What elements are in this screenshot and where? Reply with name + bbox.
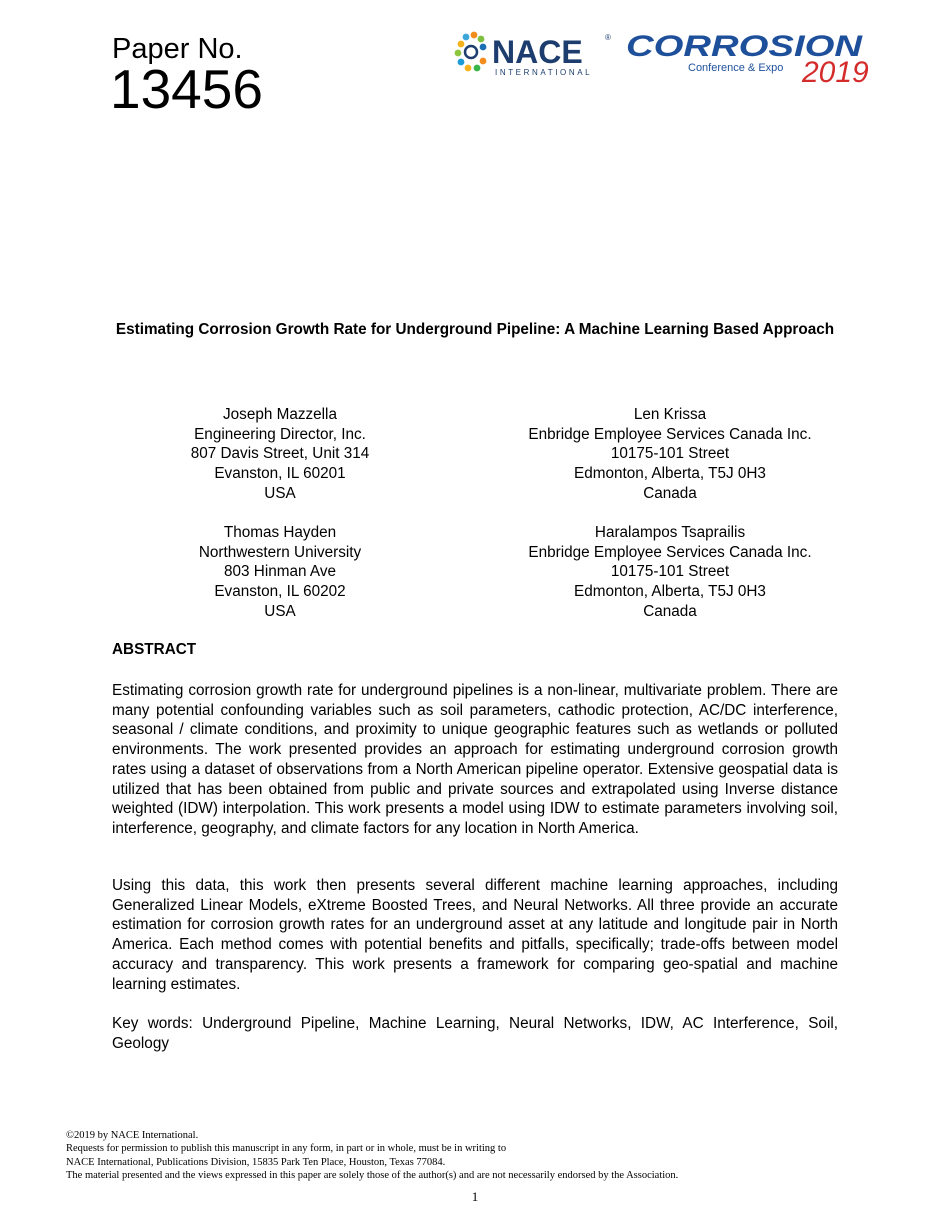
author-country: Canada bbox=[643, 602, 697, 620]
footer-line: NACE International, Publications Division, 15835 Park Ten Place, Houston, Texas 77084. bbox=[66, 1156, 446, 1168]
registered-mark: ® bbox=[605, 33, 611, 42]
author-name: Len Krissa bbox=[633, 406, 707, 423]
author-block bbox=[130, 405, 430, 504]
paper-number: 13456 bbox=[110, 58, 263, 120]
author-city: Edmonton, Alberta, T5J 0H3 bbox=[574, 583, 766, 601]
footer-line: Requests for permission to publish this manuscript in any form, in part or in whole, must be in writing to bbox=[66, 1143, 507, 1155]
page-number: 1 bbox=[471, 1189, 479, 1204]
author-country: Canada bbox=[643, 484, 697, 502]
abstract-heading: ABSTRACT bbox=[112, 641, 197, 658]
author-block bbox=[470, 523, 870, 622]
author-block bbox=[470, 405, 870, 504]
author-address: 10175-101 Street bbox=[610, 563, 730, 581]
corrosion-year: 2019 bbox=[802, 56, 869, 86]
author-country: USA bbox=[264, 602, 296, 620]
author-city: Edmonton, Alberta, T5J 0H3 bbox=[574, 465, 766, 483]
author-affiliation: Engineering Director, Inc. bbox=[194, 425, 366, 443]
abstract-paragraph: Estimating corrosion growth rate for underground pipelines is a non-linear, multivariate problem. There are many potential confounding variables such as soil parameters, cathodic protection, AC/DC interference, seasonal / climate conditions, and proximity to unique geographic features such as wetlands or polluted environments. The work presented provides an approach for estimating underground corrosion growth rates using a dataset of observations from a North American pipeline operator. Extensive geospatial data is utilized that has been obtained from public and private sources and extrapolated using Inverse distance weighted (IDW) interpolation. This work presents a model using IDW to estimate parameters involving soil, interference, geography, and climate factors for any location in North America. bbox=[112, 682, 838, 837]
author-name: Thomas Hayden bbox=[223, 524, 337, 541]
abstract-paragraph: Using this data, this work then presents several different machine learning approaches, including Generalized Linear Models, eXtreme Boosted Trees, and Neural Networks. All three provide an accurate estimation for corrosion growth rates for an underground asset at any latitude and longitude pair in North America. Each method comes with potential benefits and pitfalls, specifically; trade-offs between model accuracy and transparency. This work presents a framework for comparing geo-spatial and machine learning estimates. bbox=[112, 877, 838, 993]
corrosion-2019-logo bbox=[624, 30, 884, 86]
author-name: Haralampos Tsaprailis bbox=[594, 524, 746, 541]
author-name: Joseph Mazzella bbox=[223, 406, 337, 423]
nace-logo bbox=[452, 30, 622, 80]
footer-line: ©2019 by NACE International. bbox=[66, 1130, 199, 1141]
author-block bbox=[130, 523, 430, 622]
author-affiliation: Enbridge Employee Services Canada Inc. bbox=[528, 425, 812, 443]
author-address: 10175-101 Street bbox=[610, 445, 730, 463]
nace-globe-icon bbox=[455, 32, 487, 72]
footer-line: The material presented and the views expressed in this paper are solely those of the author(s) and are not necessarily endorsed by the Association. bbox=[66, 1169, 679, 1181]
copyright-footer bbox=[66, 1129, 896, 1182]
author-city: Evanston, IL 60201 bbox=[214, 465, 346, 483]
author-country: USA bbox=[264, 484, 296, 502]
nace-wordmark: NACE bbox=[492, 34, 583, 70]
author-city: Evanston, IL 60202 bbox=[214, 583, 346, 601]
author-address: 807 Davis Street, Unit 314 bbox=[190, 445, 370, 463]
paper-number-label: Paper No. bbox=[112, 33, 243, 65]
nace-subtitle: INTERNATIONAL bbox=[495, 68, 593, 77]
keywords-paragraph: Key words: Underground Pipeline, Machine Learning, Neural Networks, IDW, AC Interference, Soil, Geology bbox=[112, 1015, 838, 1052]
author-address: 803 Hinman Ave bbox=[224, 563, 336, 581]
corrosion-wordmark: CORROSION bbox=[626, 30, 864, 63]
paper-title: Estimating Corrosion Growth Rate for Underground Pipeline: A Machine Learning Based Approach bbox=[115, 321, 835, 338]
corrosion-subtitle: Conference & Expo bbox=[688, 62, 784, 74]
author-affiliation: Northwestern University bbox=[198, 543, 362, 561]
author-affiliation: Enbridge Employee Services Canada Inc. bbox=[528, 543, 812, 561]
